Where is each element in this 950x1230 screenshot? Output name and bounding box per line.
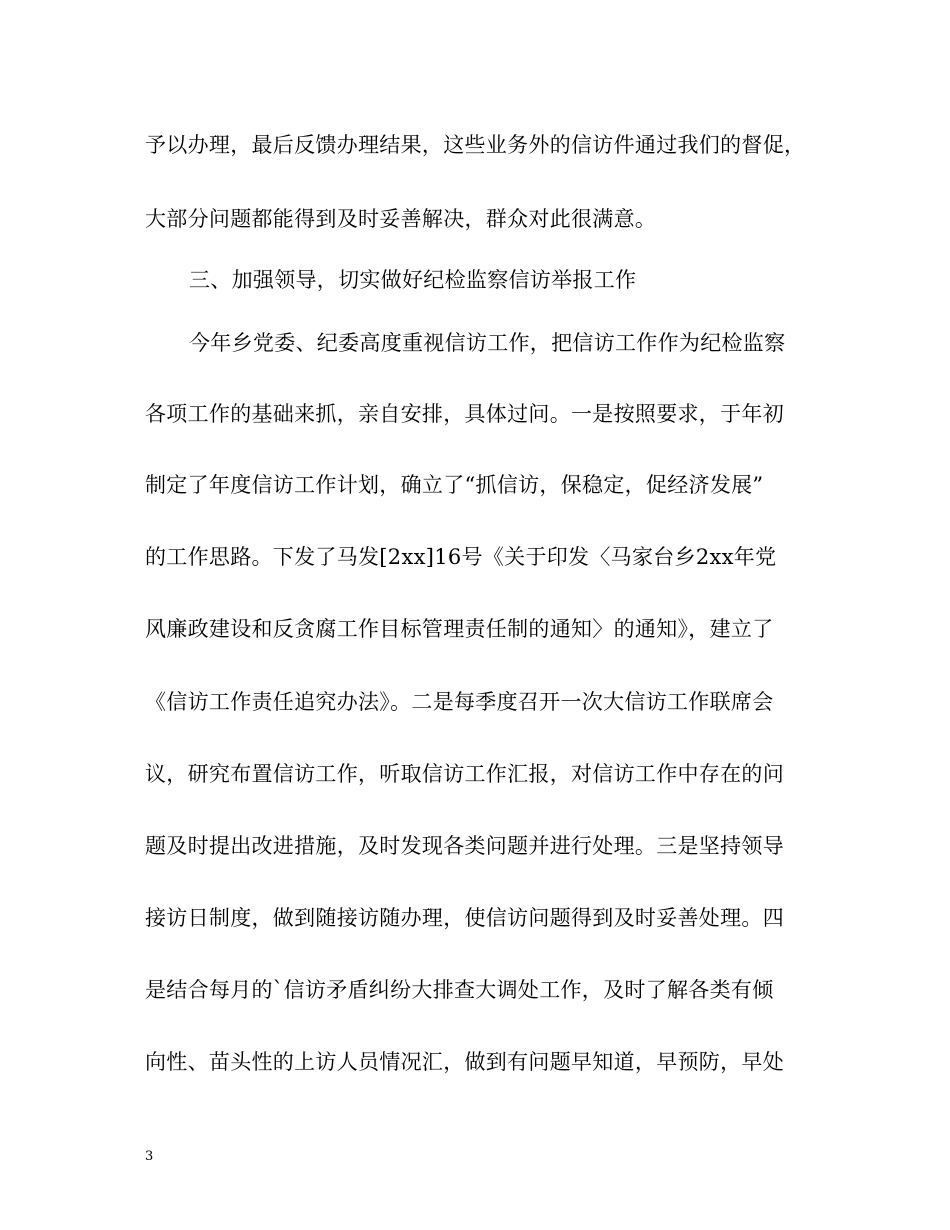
page-number: 3 xyxy=(145,1149,154,1164)
body-text-line: 各项工作的基础来抓，亲自安排，具体过问。一是按照要求，于年初 xyxy=(145,402,784,426)
body-text-line: 今年乡党委、纪委高度重视信访工作，把信访工作作为纪检监察 xyxy=(189,331,786,355)
body-text-line: 题及时提出改进措施，及时发现各类问题并进行处理。三是坚持领导 xyxy=(145,834,784,858)
body-text-line: 的工作思路。下发了马发[2xx]16号《关于印发〈马家台乡2xx年党 xyxy=(145,545,777,569)
body-text-line: 制定了年度信访工作计划，确立了“抓信访，保稳定，促经济发展” xyxy=(145,473,764,497)
body-text-line: 是结合每月的`信访矛盾纠纷大排查大调处工作，及时了解各类有倾 xyxy=(145,978,774,1002)
body-text-line: 大部分问题都能得到及时妥善解决，群众对此很满意。 xyxy=(145,207,657,231)
body-text-line: 接访日制度，做到随接访随办理，使信访问题得到及时妥善处理。四 xyxy=(145,906,784,930)
body-text-line: 议，研究布置信访工作，听取信访工作汇报，对信访工作中存在的问 xyxy=(145,762,784,786)
body-text-line: 《信访工作责任追究办法》。二是每季度召开一次大信访工作联席会 xyxy=(145,690,774,714)
body-text-line: 予以办理，最后反馈办理结果，这些业务外的信访件通过我们的督促， xyxy=(145,133,806,157)
section-heading: 三、加强领导，切实做好纪检监察信访举报工作 xyxy=(189,268,637,292)
body-text-line: 向性、苗头性的上访人员情况汇，做到有问题早知道，早预防，早处 xyxy=(145,1050,784,1074)
body-text-line: 风廉政建设和反贪腐工作目标管理责任制的通知〉的通知》，建立了 xyxy=(145,617,774,641)
